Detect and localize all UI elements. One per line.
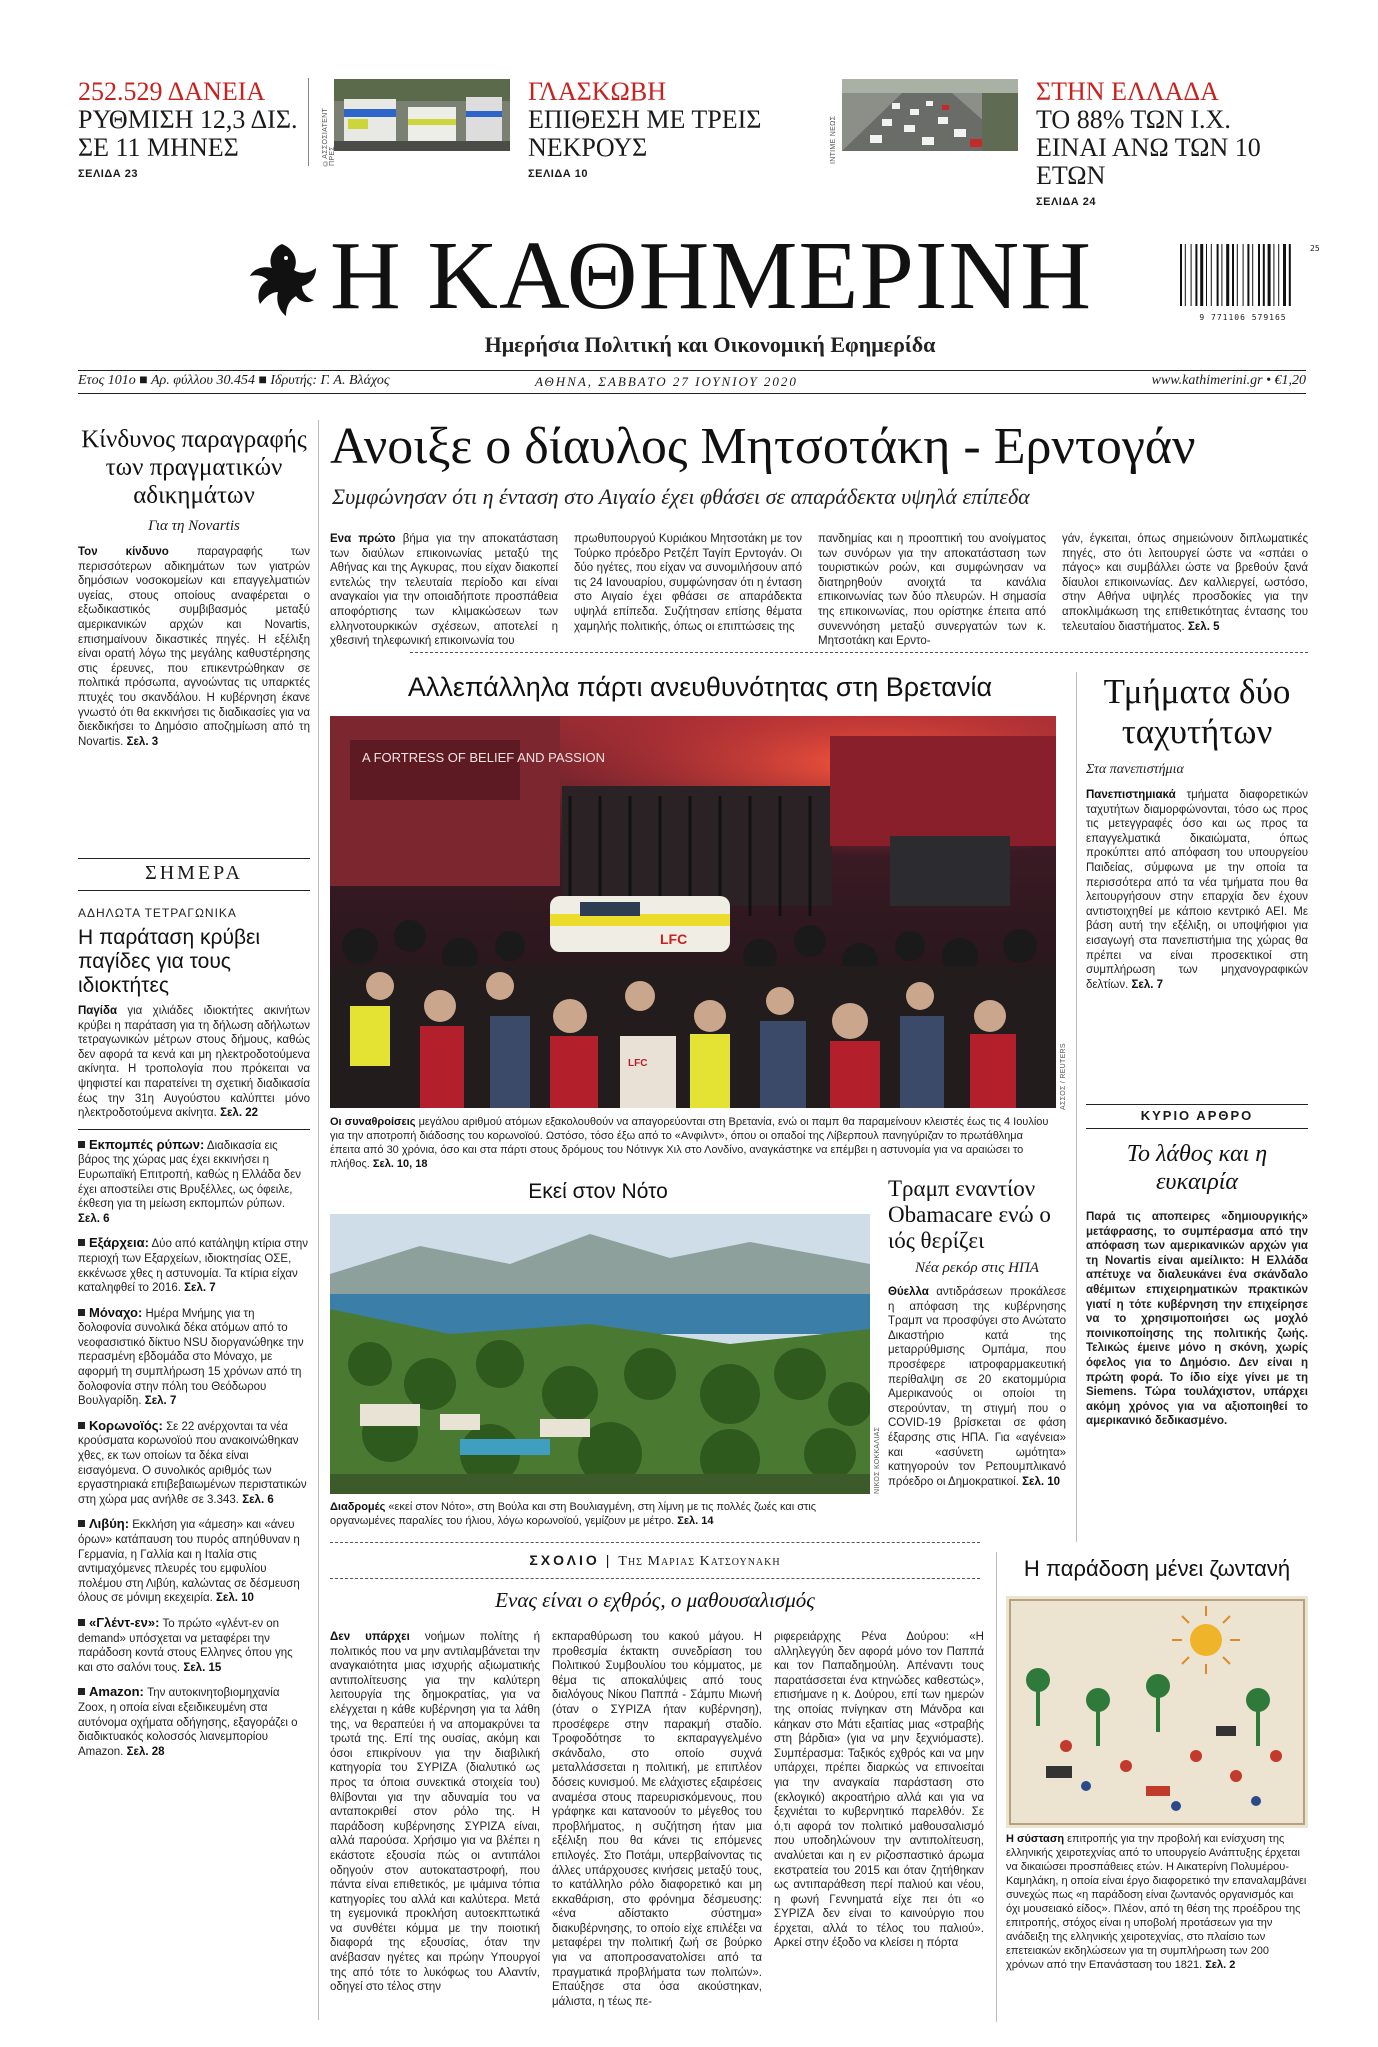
bullet-icon <box>78 1619 85 1626</box>
main-col-4: γάν, έγκειται, όπως σημειώνουν διπλωματικές πηγές, στο ότι λειτουργεί ώστε να «σπάει ο πάγος» και συμβάλλει ώστε να βρεθούν ξανά δίαυλοι επικοινωνίας. Δεν καλλιεργεί, ωστόσο, στην Αθήνα υψηλές προσδοκίες για την αποκλιμάκωση της επιθετικότητας έντασης του τελευταίου διαστήματος. Σελ. 5 <box>1062 533 1308 633</box>
teaser-title: ΣΤΗΝ ΕΛΛΑΔΑ ΤΟ 88% ΤΩΝ Ι.Χ. ΕΙΝΑΙ ΑΝΩ ΤΩΝ 10 ΕΤΩΝ <box>1036 77 1261 190</box>
barcode-bar <box>1200 244 1203 306</box>
rule <box>410 652 1308 653</box>
left-story[interactable] <box>78 426 310 749</box>
divider <box>308 78 309 166</box>
traffic-photo[interactable] <box>842 79 1018 151</box>
sxolio-title[interactable]: Ενας είναι ο εχθρός, ο μαθουσαλισμός <box>495 1588 815 1612</box>
left-story-title: Κίνδυνος παραγραφής των πραγματικών αδικημάτων <box>81 426 307 509</box>
britain-caption: Οι συναθροίσεις μεγάλου αριθμού ατόμων εξακολουθούν να απαγορεύονται στη Βρετανία, ενώ οι παμπ θα παραμείνουν κλειστές έως τις 4 Ιουλίου για την αποτροπή διάδοσης του κορωνοϊού. Ωστόσο, τόσο έξω από το «Ανφιλντ», όπου οι οπαδοί της Λίβερπουλ πανηγύριζαν το πρωτάθλημα έπειτα από 30 χρόνια, όσο και στα πάρτι στους δρόμους του Νότινγκ Χιλ στο Λονδίνο, αναγκάστηκε να επέμβει η αστυνομία για να αραιώσει το πλήθος. Σελ. 10, 18 <box>330 1116 1049 1170</box>
paradosi-photo[interactable] <box>1006 1596 1308 1828</box>
main-headline[interactable]: Ανοιξε ο δίαυλος Μητσοτάκη - Ερντογάν <box>330 418 1196 475</box>
paradosi-caption: Η σύσταση επιτροπής για την προβολή και ενίσχυση της ελληνικής χειροτεχνίας από το υπουργείο Ανάπτυξης έρχεται να δικαιώσει προσπάθειες ετών. Η Αικατερίνη Πολυμέρου-Καμηλάκη, η οποία είναι έργο διαφορετικό την επαναλαμβάνει συνεχώς πως «η παράδοση είναι ζωντανός οργανισμός και όχι μουσειακό είδος». Πλέον, από τη θέση της προέδρου της επιτροπής, στόχος είναι η υποβολή προτάσεων για την ανάδειξη της ελληνικής χειροτεχνίας, στο πλαίσιο των επετειακών εκδηλώσεων για τη συμπλήρωση των 200 χρόνων από την Επανάσταση του 1821. Σελ. 2 <box>1006 1833 1307 1971</box>
rule <box>78 890 310 891</box>
noto-photo[interactable] <box>330 1214 870 1494</box>
barcode-bar <box>1273 244 1274 306</box>
trump-story[interactable] <box>888 1176 1066 1489</box>
barcode-bar <box>1217 244 1219 306</box>
left-story-subtitle: Για τη Novartis <box>148 518 240 534</box>
masthead-title: Η ΚΑΘΗΜΕΡΙΝΗ <box>330 222 1093 330</box>
rule <box>330 1578 980 1579</box>
barcode-bar <box>1289 244 1291 306</box>
masthead-info-left: Ετος 101ο ■ Αρ. φύλλου 30.454 ■ Ιδρυτής: Γ. Α. Βλάχος <box>78 373 390 388</box>
teaser-page: ΣΕΛΙΔΑ 23 <box>78 168 138 180</box>
bullet-icon <box>78 1239 85 1246</box>
barcode-bar <box>1195 244 1197 306</box>
barcode-bar <box>1283 244 1286 306</box>
photo-credit: ΙΝΤΙΜΕ ΝΕΩΣ <box>830 115 837 164</box>
tmimata-title: Τμήματα δύο ταχυτήτων <box>1103 672 1291 751</box>
simera-header: ΣΗΜΕΡΑ <box>145 862 243 884</box>
list-item[interactable]: Εξάρχεια: Δύο από κατάληψη κτίρια στην περιοχή των Εξαρχείων, ιδιοκτησίας ΟΣΕ, εκκένωσε χθες η αστυνομία. Τα κτίρια είχαν καταληφθεί το 2016. Σελ. 7 <box>78 1235 309 1295</box>
shirt-text: LFC <box>628 1058 648 1069</box>
trump-subtitle: Νέα ρεκόρ στις ΗΠΑ <box>915 1260 1039 1276</box>
sxolio-col-2: εκπαραθύρωση του κακού μάγου. Η προθεσμία έκτακτη συνεδρίαση του Πολιτικού Συμβουλίου του κόμματος, με θέμα τις αποκαλύψεις από τους διαλόγους Νίκου Παππά - Σάμπυ Μιωνή (όταν ο ΣΥΡΙΖΑ ήταν κυβέρνηση), προσέφερε στην παρακμή σταδίο. Τροφοδότησε το εκπαραγγελμένο σκάνδαλο, στο οποίο συχνά μεταλλάσσεται η πολιτική, με επιπλέον δόσεις κυνισμού. Με ελάχιστες εξαιρέσεις αναμέσα στους παρευρισκόμενους, που γράφηκε και κατανοούν το μέγεθος του προβλήματος, η συζήτηση ήταν μια εξέλιξη που θα κάνει τις επόμενες επιλογές. Στο Ποτάμι, υπερβαίνοντας τις άλλες υπάρχουσες κινήσεις μεταξύ τους, το κατάλληλο ρόλο διαφορετικό και μη εκκαθάριση, στο φρόνημα δέσμευσης: «ένα αδίστακτο σύστημα» διακυβέρνησης, το οποίο είχε επιλέξει να μεταφέρει την πολιτική ζωή σε βούρκο για να αποπροσανατολίσει από τα πραγματικά προβλήματα των πολιτών». Επαύξησε στα όσα ακούστηκαν, μάλιστα, η τέως πε- <box>552 1631 762 2008</box>
editorial-header: ΚΥΡΙΟ ΑΡΘΡΟ <box>1140 1108 1254 1123</box>
barcode-bar <box>1221 244 1222 306</box>
britain-headline[interactable]: Αλλεπάλληλα πάρτι ανευθυνότητας στη Βρετανία <box>407 672 993 702</box>
barcode <box>1178 244 1308 322</box>
simera-items <box>78 1138 310 1760</box>
barcode-bar <box>1247 244 1249 306</box>
list-item[interactable]: «Γλέντ-εν»: Το πρώτο «γλέντ-εν on demand» υπόσχεται να μεταφέρει την παράδοση κοντά στους Ελληνες όπου γης και στο σαλόνι τους. Σελ. 15 <box>78 1614 293 1674</box>
barcode-icon <box>1178 244 1308 308</box>
editorial-body: Παρά τις αποπειρες «δημιουργικής» μετάφρασης, το συμπέρασμα από την απόφαση των αμερικανικών αρχών για τη Novartis είναι αμείλικτο: Η Ελλάδα απέτυχε να διαλευκάνει ένα σκάνδαλο αθέμιτων επιχειρηματικών πρακτικών γιατί η τότε κυβέρνηση την επιχείρησε να το χρησιμοποιήσει ως μοχλό ποινικοποίησης της πολιτικής ζωής. Τελικώς έμεινε μόνο η σκόνη, χωρίς όφελος για το Δημόσιο. Δεν είναι η πρώτη φορά. Το ίδιο είχε γίνει με τη Siemens. Τώρα τουλάχιστον, υπάρχει ακόμη χρόνος για να αξιοποιηθεί το αμερικανικό δεδικασμένο. <box>1086 1211 1308 1428</box>
teaser-loans[interactable] <box>78 78 318 180</box>
simera-title: Η παράταση κρύβει παγίδες για τους ιδιοκτήτες <box>78 926 261 997</box>
bullet-icon <box>78 1141 85 1148</box>
list-item[interactable]: Μόναχο: Ημέρα Μνήμης για τη δολοφονία συνολικά δέκα ατόμων από το νεοφασιστικό δίκτυο NSU διοργανώθηκε την περασμένη εβδομάδα στο Μόναχο, με αφορμή τη συμπλήρωση 15 χρόνων από τη δολοφονία στην πόλη του Θεόδωρου Βουλγαρίδη. Σελ. 7 <box>78 1304 304 1408</box>
coast-landscape-image <box>330 1214 870 1494</box>
photo-credit: ΑΣΣΟΣ / REUTERS <box>1060 1043 1067 1110</box>
list-item[interactable]: Amazon: Την αυτοκινητοβιομηχανία Zoox, η οποία είναι εξειδικευμένη στα αυτόνομα οχήματα οδήγησης, εξαγοράζει ο διαδικτυακός κολοσσός λιανεμπορίου Amazon. Σελ. 28 <box>78 1684 298 1758</box>
rule <box>330 1542 980 1543</box>
barcode-bar <box>1185 244 1186 306</box>
photo-credit: ΝΙΚΟΣ ΚΟΚΚΑΛΙΑΣ <box>874 1426 881 1494</box>
rule <box>78 370 1306 371</box>
barcode-number: 9 771106 579165 <box>1199 313 1287 322</box>
left-story-body: Τον κίνδυνο παραγραφής των περισσότερων αδικημάτων των γιατρών δημόσιων νοσοκομείων και επαγγελματιών υγείας, στους οποίους αναφέρεται ο εξωδικαστικός συμβιβασμός μεταξύ αμερικανικών αρχών και Novartis, επισημαίνουν δικαστικές πηγές. Η εξέλιξη είναι ορατή λόγω της μεγάλης καθυστέρησης στις έρευνες, που επικεντρώθηκαν σε πολιτικά πρόσωπα, αγνοώντας τις υπαρκτές πτυχές του σκανδάλου. Η κυβέρνηση έκανε γνωστό ότι θα εκκινήσει τις διαδικασίες για να διεκδικήσει το Δημόσιο αποζημίωση από τη Novartis. Σελ. 3 <box>78 546 310 748</box>
bullet-icon <box>78 1309 85 1316</box>
editorial-title: Το λάθος και η ευκαιρία <box>1126 1141 1268 1195</box>
crowd-celebration-image <box>330 716 1056 1108</box>
trump-headline: Τραμπ εναντίον Obamacare ενώ ο ιός θερίζει <box>888 1176 1051 1253</box>
barcode-bar <box>1243 244 1244 306</box>
barcode-bar <box>1278 244 1279 306</box>
barcode-bar <box>1211 244 1212 306</box>
teaser-cars[interactable] <box>1036 78 1306 208</box>
main-col-3: πανδημίας και η προοπτική του ανοίγματος των συνόρων για την αποκατάσταση των τουριστικών ροών, και συμφώνησαν να διατηρηθούν ανοιχτά τα κανάλια επικοινωνίας των δύο πλευρών. Η σημασία της επικοινωνίας, που ορίστηκε έπειτα από συνεννόηση μεταξύ συνεργατών των κ. Μητσοτάκη και Ερντο- <box>818 533 1046 648</box>
main-subhead: Συμφώνησαν ότι η ένταση στο Αιγαίο έχει φθάσει σε απαράδεκτα υψηλά επίπεδα <box>332 484 1030 509</box>
barcode-bar <box>1237 244 1238 306</box>
simera-section[interactable] <box>78 906 310 1769</box>
glasgow-photo[interactable] <box>334 79 510 151</box>
tmimata-body: Πανεπιστημιακά τμήματα διαφορετικών ταχυτήτων διαμορφώνονται, τόσο ως προς τις μετεγγραφές όσο και ως προς τα επαγγελματικά δικαιώματα, όπως προκύπτει από απόφαση του υπουργείου Παιδείας, σύμφωνα με την οποία τα περισσότερα από τα νέα τμήματα που θα λειτουργήσουν στην επαρχία δεν έχουν αντιστοιχηθεί με κάποιο κεντρικό ΑΕΙ. Με βάση αυτή την εξέλιξη, οι υποψήφιοι για εισαγωγή στα πανεπιστήμια της χώρας θα πρέπει να είναι προσεκτικοί στη συμπλήρωση των μηχανογραφικών δελτίων. Σελ. 7 <box>1086 789 1308 991</box>
barcode-bar <box>1232 244 1234 306</box>
rule <box>78 858 310 859</box>
masthead-info-right: www.kathimerini.gr • €1,20 <box>1151 373 1306 388</box>
tmimata-story[interactable] <box>1086 672 1308 992</box>
main-col-2: πρωθυπουργού Κυριάκου Μητσοτάκη με τον Τούρκο πρόεδρο Ρετζέπ Ταγίπ Ερντογάν. Οι δύο ηγέτες, που είχαν να συνομιλήσουν από τις 24 Ιανουαρίου, συμφώνησαν ότι η ένταση στο Αιγαίο έχει φθάσει σε απαράδεκτα υψηλά επίπεδα. Συζήτησαν επίσης θέματα χαμηλής πολιτικής, όπως οι επιπτώσεις της <box>574 533 802 633</box>
sxolio-col-1: Δεν υπάρχει νοήμων πολίτης ή πολιτικός που να μην αντιλαμβάνεται την αναγκαιότητα μιας ισχυρής αξιωματικής αντιπολίτευσης για την καλύτερη λειτουργία της δημοκρατίας, για να ελέγχεται η κάθε κυβέρνηση για τα λάθη της, να θεραπεύει ή να απομακρύνει τα τρωτά της. Επί της ουσίας, ακόμη και όσοι επικρίνουν για την διαβιλική κατηγορία του ΣΥΡΙΖΑ (διαλυτικό ως προς τα όποια συνεκτικά στοιχεία του) θλίβονται για την αδυναμία του να ανταποκριθεί στον ρόλο της. Η παράδοση κυβέρνησης ΣΥΡΙΖΑ είναι, αλλά παρούσα. Χρήσιμο για να βλέπει η εκάστοτε εξουσία πώς οι αντιπάλοι οδηγούν στον αυτοκαταστροφή, που πάντα είναι επιθετικός, με ιμάμινα τόπια κατηγορίες του αλλά και καλύτερα. Μετά τη εγεμονικά προκλήση αυτοεκπτωτικά να συνθέτει κόμμα με την ποιοτική διαφορά της εξουσίας, όταν την ανέβασαν ηγέτες και πρώην Υπουργοί της από τότε το λυκόφως του Αλαντίν, οδηγεί στο τέλος στην <box>330 1631 540 1994</box>
teaser-title: 252.529 ΔΑΝΕΙΑ ΡΥΘΜΙΣΗ 12,3 ΔΙΣ. ΣΕ 11 ΜΗΝΕΣ <box>78 77 298 162</box>
barcode-bar <box>1191 244 1192 306</box>
bullet-icon <box>78 1688 85 1695</box>
main-col-1: Ενα πρώτο βήμα για την αποκατάσταση των διαύλων επικοινωνίας μεταξύ της Αθήνας και της Αγκυρας, που είχαν διακοπεί εντελώς την τελευταία περίοδο και είναι αναγκαίοι για την οποιαδήποτε προσπάθεια αποφόρτισης των κλιμακώσεων των ελληνοτουρκικών σχέσεων, αποτελεί η χθεσινή τηλεφωνική επικοινωνία του <box>330 533 558 648</box>
simera-body: Παγίδα για χιλιάδες ιδιοκτήτες ακινήτων κρύβει η παράταση για τη δήλωση αδήλωτων τετραγωνικών μέτρων στους δήμους, καθώς δεν αφορά τα κενά και μη ηλεκτροδοτούμενα ακίνητα. Η τροπολογία που πρόκειται να ψηφιστεί και παρατείνει τη σχετική διαδικασία έως την 31η Αυγούστου καλύπτει μόνο ηλεκτροδοτούμενα ακίνητα. Σελ. 22 <box>78 1005 310 1120</box>
column-divider <box>996 1552 997 2022</box>
noto-caption: Διαδρομές «εκεί στον Νότο», στη Βούλα και στη Βουλιαγμένη, στη λίμνη με τις πολλές ζωές και στις οργανωμένες παραλίες του ήλιου, λόγω κορωνοϊού, γεμίζουν με μέτρο. Σελ. 14 <box>330 1501 817 1527</box>
list-item[interactable]: Λιβύη: Εκκλήση για «άμεση» και «άνευ όρων» κατάπαυση του πυρός απηύθυναν η Γερμανία, η Γαλλία και η Ιταλία στις αντιμαχόμενες πλευρές του εμφυλίου πολέμου στη Λιβύη, καλώντας σε δέσμευση όλους σε μόνιμη εκεχειρία. Σελ. 10 <box>78 1516 300 1605</box>
embroidery-artwork-image <box>1006 1596 1308 1828</box>
rule <box>78 1129 310 1130</box>
tmimata-subtitle: Στα πανεπιστήμια <box>1086 762 1184 777</box>
teaser-title: ΓΛΑΣΚΩΒΗ ΕΠΙΘΕΣΗ ΜΕ ΤΡΕΙΣ ΝΕΚΡΟΥΣ <box>528 77 762 162</box>
barcode-issue: 25 <box>1310 244 1320 253</box>
bullet-icon <box>78 1422 85 1429</box>
barcode-bar <box>1268 244 1271 306</box>
barcode-bar <box>1263 244 1265 306</box>
simera-section-label: ΑΔΗΛΩΤΑ ΤΕΤΡΑΓΩΝΙΚΑ <box>78 906 237 920</box>
paradosi-headline[interactable]: Η παράδοση μένει ζωντανή <box>1023 1556 1291 1581</box>
barcode-bar <box>1258 244 1260 306</box>
bullet-icon <box>78 1520 85 1527</box>
banner-text: A FORTRESS OF BELIEF AND PASSION <box>362 750 605 765</box>
masthead-logo <box>242 238 322 322</box>
police-scene-image <box>334 79 510 151</box>
sxolio-byline: ΣΧΟΛΙΟ | Της Μαριας Κατσουνακη <box>529 1552 781 1569</box>
masthead-subtitle: Ημερήσια Πολιτική και Οικονομική Εφημερίδα <box>484 332 936 357</box>
britain-photo[interactable] <box>330 716 1056 1108</box>
teaser-glasgow[interactable] <box>528 78 768 180</box>
editorial[interactable] <box>1086 1140 1308 1429</box>
masthead-date: ΑΘΗΝΑ, ΣΑΒΒΑΤΟ 27 ΙΟΥΝΙΟΥ 2020 <box>535 374 798 389</box>
rule <box>1086 1128 1308 1129</box>
barcode-bar <box>1226 244 1229 306</box>
sxolio-col-3: ριφερειάρχης Ρένα Δούρου: «Η αλληλεγγύη δεν αφορά μόνο τον Παππά και τον Παπαδημούλη. Απέναντι τους παρατάσσεται ένα κτηνώδες καθεστώς», επισήμανε η κ. Δούρου, επί των ημερών της οποίας πνίγηκαν στη Μάνδρα και κάηκαν στο Μάτι εξαιτίας μιας «στραβής στη βάρδια» (για να μην ξεχνιόμαστε). Συμπέρασμα: Ταξικός εχθρός και να μην υπάρχει, πρέπει διαρκώς να επινοείται για την αναγκαία παράσταση στο (εκλογικό) ακροατήριο αλλά και για να ξεχνιέται το κυβερνητικό παρελθόν. Σε ό,τι αφορά τον πολιτικό μαθουσαλισμό που υποδηλώνουν την αντιπολίτευση, αναλύεται και η εν ριζοσπαστικό άρωμα εκστρατεία του 2015 και όταν ζητήθηκαν ως αντιπαράθεση περί παλιού και νέου, η φωνή Γεννηματά είχε πει ότι «ο ΣΥΡΙΖΑ δεν είναι το καινούργιο που έρχεται, αλλά το τέλος του παλιού». Αρκεί στην έξοδο να κλείσει η πόρτα <box>774 1631 984 1950</box>
teaser-page: ΣΕΛΙΔΑ 10 <box>528 168 588 180</box>
column-divider <box>318 420 319 2020</box>
barcode-bar <box>1180 244 1182 306</box>
rule <box>1086 1104 1308 1105</box>
teaser-page: ΣΕΛΙΔΑ 24 <box>1036 196 1096 208</box>
noto-headline[interactable]: Εκεί στον Νότο <box>528 1180 668 1203</box>
highway-traffic-image <box>842 79 1018 151</box>
column-divider <box>1076 672 1077 1542</box>
barcode-bar <box>1252 244 1253 306</box>
griffin-logo-icon <box>242 238 322 322</box>
photo-credit: ©ΑΣΣΟΣΙΑΤΕΝΤ ΠΡΕΣ <box>322 108 336 166</box>
list-item[interactable]: Κορωνοϊός: Σε 22 ανέρχονται τα νέα κρούσματα κορωνοϊού που ανακοινώθηκαν χθες, εκ των οποίων τα δέκα είναι εισαγόμενα. Ο συνολικός αριθμός των εργαστηριακά επιβεβαιωμένων περιστατικών στη χώρα μας ανήλθε σε 3.343. Σελ. 6 <box>78 1417 307 1506</box>
barcode-bar <box>1206 244 1207 306</box>
trump-body: Θύελλα αντιδράσεων προκάλεσε η απόφαση της κυβέρνησης Τραμπ να προσφύγει στο Ανώτατο Δικαστήριο κατά της μεταρρύθμισης Ομπάμα, που προσέφερε ιατροφαρμακευτική περίθαλψη σε 20 εκατομμύρια Αμερικανούς οι οποίοι τη στερούνταν, τη στιγμή που ο COVID-19 βρίσκεται σε φάση έξαρσης στις ΗΠΑ. Για «αγένεια» και «ασύνετη ωμότητα» κατηγορούν τον Ρεπουμπλικανό πρόεδρο οι Δημοκρατικοί. Σελ. 10 <box>888 1286 1066 1488</box>
rule <box>78 393 1306 394</box>
list-item[interactable]: Εκπομπές ρύπων: Διαδικασία εις βάρος της χώρας μας έχει εκκινήσει η Ευρωπαϊκή Επιτροπή, καθώς η Ελλάδα δεν έχει αποστείλει στις Βρυξέλλες, ως όφειλε, έκθεση για τη μείωση εκπομπών ρύπων. Σελ. 6 <box>78 1136 301 1225</box>
car-text: LFC <box>660 931 688 947</box>
